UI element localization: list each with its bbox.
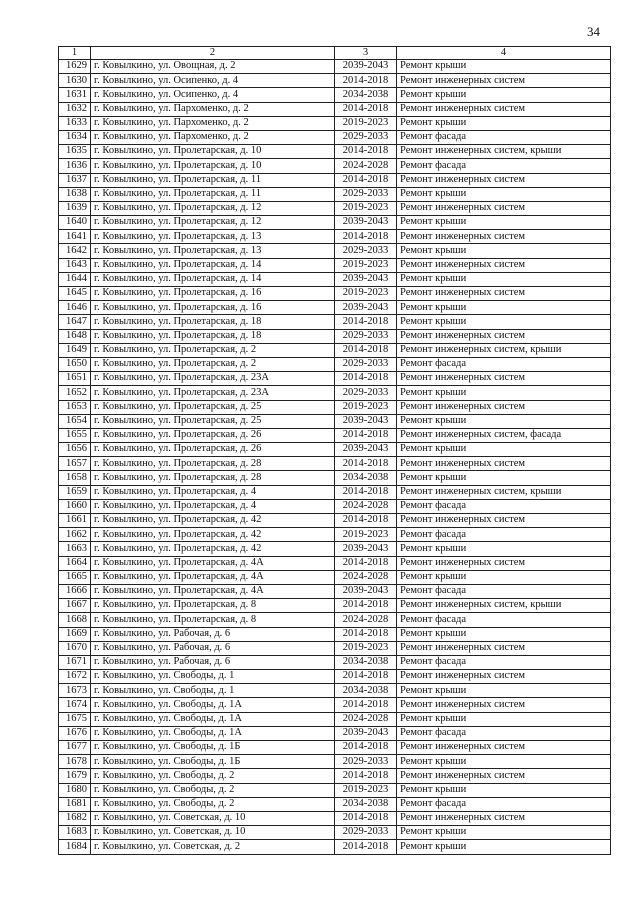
table-row [59,258,611,272]
work-type-cell: Ремонт фасада [397,499,611,513]
work-type-cell: Ремонт крыши [397,826,611,840]
table-row [59,201,611,215]
address-cell: г. Ковылкино, ул. Пролетарская, д. 26 [91,428,335,442]
work-type-cell: Ремонт инженерных систем [397,514,611,528]
period-cell: 2039-2043 [335,542,397,556]
work-type-cell: Ремонт крыши [397,783,611,797]
row-number-cell: 1662 [59,528,91,542]
period-cell: 2019-2023 [335,201,397,215]
period-cell: 2014-2018 [335,599,397,613]
address-cell: г. Ковылкино, ул. Свободы, д. 1 [91,670,335,684]
period-cell: 2024-2028 [335,499,397,513]
header-cell-4: 4 [397,47,611,60]
table-row [59,443,611,457]
period-cell: 2019-2023 [335,116,397,130]
table-row [59,414,611,428]
table-row [59,400,611,414]
period-cell: 2014-2018 [335,514,397,528]
period-cell: 2014-2018 [335,343,397,357]
row-number-cell: 1681 [59,797,91,811]
work-type-cell: Ремонт фасада [397,655,611,669]
period-cell: 2014-2018 [335,372,397,386]
address-cell: г. Ковылкино, ул. Свободы, д. 1А [91,726,335,740]
period-cell: 2029-2033 [335,386,397,400]
work-type-cell: Ремонт крыши [397,443,611,457]
row-number-cell: 1658 [59,471,91,485]
table-row [59,826,611,840]
period-cell: 2024-2028 [335,613,397,627]
row-number-cell: 1652 [59,386,91,400]
address-cell: г. Ковылкино, ул. Пролетарская, д. 4А [91,556,335,570]
work-type-cell: Ремонт фасада [397,130,611,144]
address-cell: г. Ковылкино, ул. Пархоменко, д. 2 [91,102,335,116]
period-cell: 2039-2043 [335,584,397,598]
row-number-cell: 1646 [59,301,91,315]
table-row [59,372,611,386]
period-cell: 2029-2033 [335,244,397,258]
period-cell: 2034-2038 [335,684,397,698]
address-cell: г. Ковылкино, ул. Овощная, д. 2 [91,60,335,74]
work-type-cell: Ремонт инженерных систем [397,670,611,684]
row-number-cell: 1660 [59,499,91,513]
row-number-cell: 1678 [59,755,91,769]
work-type-cell: Ремонт инженерных систем [397,769,611,783]
table-row [59,145,611,159]
table-row [59,216,611,230]
work-type-cell: Ремонт инженерных систем, крыши [397,485,611,499]
row-number-cell: 1675 [59,712,91,726]
table-row [59,840,611,854]
row-number-cell: 1631 [59,88,91,102]
address-cell: г. Ковылкино, ул. Свободы, д. 1А [91,698,335,712]
address-cell: г. Ковылкино, ул. Пролетарская, д. 16 [91,287,335,301]
address-cell: г. Ковылкино, ул. Пролетарская, д. 18 [91,329,335,343]
row-number-cell: 1648 [59,329,91,343]
period-cell: 2019-2023 [335,641,397,655]
table-row [59,514,611,528]
period-cell: 2014-2018 [335,840,397,854]
table-row [59,272,611,286]
row-number-cell: 1639 [59,201,91,215]
work-type-cell: Ремонт инженерных систем [397,400,611,414]
address-cell: г. Ковылкино, ул. Пролетарская, д. 14 [91,258,335,272]
work-type-cell: Ремонт крыши [397,216,611,230]
period-cell: 2029-2033 [335,826,397,840]
address-cell: г. Ковылкино, ул. Советская, д. 10 [91,826,335,840]
table-row [59,698,611,712]
address-cell: г. Ковылкино, ул. Пролетарская, д. 4 [91,485,335,499]
row-number-cell: 1647 [59,315,91,329]
table-row [59,173,611,187]
work-type-cell: Ремонт фасада [397,726,611,740]
work-type-cell: Ремонт инженерных систем [397,698,611,712]
table-row [59,457,611,471]
period-cell: 2014-2018 [335,173,397,187]
period-cell: 2014-2018 [335,428,397,442]
work-type-cell: Ремонт крыши [397,684,611,698]
address-cell: г. Ковылкино, ул. Пролетарская, д. 13 [91,244,335,258]
period-cell: 2039-2043 [335,272,397,286]
table-row [59,755,611,769]
row-number-cell: 1637 [59,173,91,187]
work-type-cell: Ремонт фасада [397,797,611,811]
address-cell: г. Ковылкино, ул. Пролетарская, д. 42 [91,528,335,542]
table-row [59,102,611,116]
table-row [59,471,611,485]
table-row [59,556,611,570]
address-cell: г. Ковылкино, ул. Пролетарская, д. 28 [91,457,335,471]
work-type-cell: Ремонт крыши [397,301,611,315]
table-row [59,741,611,755]
table-row [59,485,611,499]
table-row [59,60,611,74]
work-type-cell: Ремонт крыши [397,542,611,556]
address-cell: г. Ковылкино, ул. Свободы, д. 1Б [91,755,335,769]
work-type-cell: Ремонт фасада [397,528,611,542]
table-row [59,769,611,783]
table-row [59,130,611,144]
row-number-cell: 1640 [59,216,91,230]
table-row [59,74,611,88]
address-cell: г. Ковылкино, ул. Пролетарская, д. 8 [91,599,335,613]
repair-schedule-table [58,46,611,855]
period-cell: 2014-2018 [335,811,397,825]
row-number-cell: 1650 [59,357,91,371]
row-number-cell: 1679 [59,769,91,783]
work-type-cell: Ремонт инженерных систем [397,329,611,343]
table-row [59,159,611,173]
address-cell: г. Ковылкино, ул. Свободы, д. 1Б [91,741,335,755]
header-cell-1: 1 [59,47,91,60]
row-number-cell: 1673 [59,684,91,698]
address-cell: г. Ковылкино, ул. Свободы, д. 2 [91,769,335,783]
period-cell: 2039-2043 [335,216,397,230]
period-cell: 2014-2018 [335,315,397,329]
row-number-cell: 1630 [59,74,91,88]
period-cell: 2029-2033 [335,187,397,201]
table-row [59,684,611,698]
work-type-cell: Ремонт фасада [397,613,611,627]
address-cell: г. Ковылкино, ул. Пролетарская, д. 11 [91,187,335,201]
table-row [59,88,611,102]
row-number-cell: 1676 [59,726,91,740]
period-cell: 2039-2043 [335,443,397,457]
row-number-cell: 1656 [59,443,91,457]
row-number-cell: 1667 [59,599,91,613]
work-type-cell: Ремонт фасада [397,584,611,598]
row-number-cell: 1674 [59,698,91,712]
row-number-cell: 1644 [59,272,91,286]
address-cell: г. Ковылкино, ул. Советская, д. 2 [91,840,335,854]
table-body [59,60,611,855]
row-number-cell: 1665 [59,570,91,584]
address-cell: г. Ковылкино, ул. Пролетарская, д. 14 [91,272,335,286]
address-cell: г. Ковылкино, ул. Пролетарская, д. 10 [91,159,335,173]
work-type-cell: Ремонт крыши [397,60,611,74]
table-row [59,627,611,641]
row-number-cell: 1635 [59,145,91,159]
work-type-cell: Ремонт инженерных систем [397,287,611,301]
row-number-cell: 1649 [59,343,91,357]
address-cell: г. Ковылкино, ул. Пролетарская, д. 4 [91,499,335,513]
address-cell: г. Ковылкино, ул. Пролетарская, д. 11 [91,173,335,187]
address-cell: г. Ковылкино, ул. Пролетарская, д. 2 [91,357,335,371]
period-cell: 2029-2033 [335,755,397,769]
row-number-cell: 1666 [59,584,91,598]
address-cell: г. Ковылкино, ул. Пархоменко, д. 2 [91,116,335,130]
work-type-cell: Ремонт инженерных систем [397,173,611,187]
period-cell: 2019-2023 [335,783,397,797]
address-cell: г. Ковылкино, ул. Пролетарская, д. 25 [91,400,335,414]
period-cell: 2014-2018 [335,741,397,755]
row-number-cell: 1655 [59,428,91,442]
table-row [59,315,611,329]
period-cell: 2034-2038 [335,655,397,669]
table-row [59,116,611,130]
period-cell: 2039-2043 [335,301,397,315]
table-row [59,187,611,201]
period-cell: 2024-2028 [335,712,397,726]
period-cell: 2014-2018 [335,102,397,116]
row-number-cell: 1642 [59,244,91,258]
table-row [59,287,611,301]
period-cell: 2029-2033 [335,130,397,144]
row-number-cell: 1645 [59,287,91,301]
row-number-cell: 1629 [59,60,91,74]
work-type-cell: Ремонт инженерных систем [397,230,611,244]
period-cell: 2024-2028 [335,570,397,584]
address-cell: г. Ковылкино, ул. Пролетарская, д. 4А [91,584,335,598]
table-row [59,670,611,684]
table-row [59,797,611,811]
row-number-cell: 1668 [59,613,91,627]
row-number-cell: 1654 [59,414,91,428]
row-number-cell: 1657 [59,457,91,471]
work-type-cell: Ремонт инженерных систем [397,102,611,116]
work-type-cell: Ремонт крыши [397,712,611,726]
period-cell: 2014-2018 [335,145,397,159]
address-cell: г. Ковылкино, ул. Рабочая, д. 6 [91,627,335,641]
period-cell: 2014-2018 [335,74,397,88]
work-type-cell: Ремонт инженерных систем [397,641,611,655]
period-cell: 2014-2018 [335,230,397,244]
work-type-cell: Ремонт крыши [397,755,611,769]
address-cell: г. Ковылкино, ул. Пархоменко, д. 2 [91,130,335,144]
table-row [59,343,611,357]
table-row [59,329,611,343]
row-number-cell: 1641 [59,230,91,244]
header-cell-3: 3 [335,47,397,60]
row-number-cell: 1633 [59,116,91,130]
period-cell: 2014-2018 [335,670,397,684]
row-number-cell: 1643 [59,258,91,272]
period-cell: 2019-2023 [335,528,397,542]
table-row [59,301,611,315]
address-cell: г. Ковылкино, ул. Пролетарская, д. 26 [91,443,335,457]
work-type-cell: Ремонт инженерных систем, крыши [397,599,611,613]
table-row [59,386,611,400]
address-cell: г. Ковылкино, ул. Свободы, д. 2 [91,797,335,811]
table-row [59,712,611,726]
period-cell: 2019-2023 [335,400,397,414]
work-type-cell: Ремонт крыши [397,88,611,102]
table-row [59,428,611,442]
period-cell: 2039-2043 [335,414,397,428]
work-type-cell: Ремонт инженерных систем [397,258,611,272]
row-number-cell: 1634 [59,130,91,144]
work-type-cell: Ремонт инженерных систем [397,811,611,825]
table-row [59,599,611,613]
row-number-cell: 1683 [59,826,91,840]
work-type-cell: Ремонт инженерных систем [397,556,611,570]
address-cell: г. Ковылкино, ул. Советская, д. 10 [91,811,335,825]
address-cell: г. Ковылкино, ул. Рабочая, д. 6 [91,655,335,669]
period-cell: 2029-2033 [335,357,397,371]
row-number-cell: 1638 [59,187,91,201]
address-cell: г. Ковылкино, ул. Рабочая, д. 6 [91,641,335,655]
row-number-cell: 1636 [59,159,91,173]
table-row [59,584,611,598]
work-type-cell: Ремонт инженерных систем [397,741,611,755]
table-row [59,655,611,669]
row-number-cell: 1663 [59,542,91,556]
table-row [59,230,611,244]
period-cell: 2034-2038 [335,797,397,811]
work-type-cell: Ремонт крыши [397,414,611,428]
work-type-cell: Ремонт фасада [397,159,611,173]
work-type-cell: Ремонт крыши [397,471,611,485]
header-row [59,47,611,60]
period-cell: 2039-2043 [335,726,397,740]
address-cell: г. Ковылкино, ул. Пролетарская, д. 4А [91,570,335,584]
address-cell: г. Ковылкино, ул. Осипенко, д. 4 [91,88,335,102]
row-number-cell: 1669 [59,627,91,641]
address-cell: г. Ковылкино, ул. Пролетарская, д. 18 [91,315,335,329]
page-number: 34 [587,24,600,39]
table-row [59,613,611,627]
address-cell: г. Ковылкино, ул. Пролетарская, д. 8 [91,613,335,627]
work-type-cell: Ремонт крыши [397,187,611,201]
address-cell: г. Ковылкино, ул. Пролетарская, д. 2 [91,343,335,357]
period-cell: 2024-2028 [335,159,397,173]
work-type-cell: Ремонт инженерных систем, фасада [397,428,611,442]
address-cell: г. Ковылкино, ул. Пролетарская, д. 12 [91,201,335,215]
address-cell: г. Ковылкино, ул. Пролетарская, д. 42 [91,514,335,528]
table-header [59,47,611,60]
row-number-cell: 1677 [59,741,91,755]
work-type-cell: Ремонт крыши [397,627,611,641]
work-type-cell: Ремонт крыши [397,570,611,584]
table-row [59,641,611,655]
work-type-cell: Ремонт инженерных систем [397,74,611,88]
row-number-cell: 1664 [59,556,91,570]
period-cell: 2039-2043 [335,60,397,74]
table-row [59,726,611,740]
period-cell: 2014-2018 [335,627,397,641]
table-row [59,499,611,513]
address-cell: г. Ковылкино, ул. Свободы, д. 2 [91,783,335,797]
address-cell: г. Ковылкино, ул. Пролетарская, д. 23А [91,386,335,400]
row-number-cell: 1659 [59,485,91,499]
address-cell: г. Ковылкино, ул. Пролетарская, д. 16 [91,301,335,315]
table-row [59,811,611,825]
period-cell: 2019-2023 [335,258,397,272]
period-cell: 2014-2018 [335,769,397,783]
table-row [59,357,611,371]
period-cell: 2014-2018 [335,698,397,712]
address-cell: г. Ковылкино, ул. Свободы, д. 1 [91,684,335,698]
row-number-cell: 1651 [59,372,91,386]
address-cell: г. Ковылкино, ул. Пролетарская, д. 10 [91,145,335,159]
period-cell: 2034-2038 [335,471,397,485]
header-cell-2: 2 [91,47,335,60]
address-cell: г. Ковылкино, ул. Пролетарская, д. 12 [91,216,335,230]
work-type-cell: Ремонт крыши [397,116,611,130]
work-type-cell: Ремонт крыши [397,386,611,400]
address-cell: г. Ковылкино, ул. Пролетарская, д. 42 [91,542,335,556]
row-number-cell: 1670 [59,641,91,655]
work-type-cell: Ремонт инженерных систем [397,457,611,471]
row-number-cell: 1632 [59,102,91,116]
row-number-cell: 1682 [59,811,91,825]
period-cell: 2014-2018 [335,556,397,570]
work-type-cell: Ремонт фасада [397,357,611,371]
row-number-cell: 1661 [59,514,91,528]
work-type-cell: Ремонт крыши [397,840,611,854]
address-cell: г. Ковылкино, ул. Свободы, д. 1А [91,712,335,726]
period-cell: 2014-2018 [335,485,397,499]
period-cell: 2029-2033 [335,329,397,343]
table-row [59,570,611,584]
table-row [59,244,611,258]
row-number-cell: 1680 [59,783,91,797]
work-type-cell: Ремонт крыши [397,315,611,329]
address-cell: г. Ковылкино, ул. Пролетарская, д. 23А [91,372,335,386]
row-number-cell: 1653 [59,400,91,414]
table-row [59,528,611,542]
address-cell: г. Ковылкино, ул. Пролетарская, д. 13 [91,230,335,244]
work-type-cell: Ремонт крыши [397,272,611,286]
row-number-cell: 1671 [59,655,91,669]
work-type-cell: Ремонт инженерных систем [397,201,611,215]
work-type-cell: Ремонт инженерных систем, крыши [397,145,611,159]
period-cell: 2014-2018 [335,457,397,471]
work-type-cell: Ремонт инженерных систем [397,372,611,386]
table-row [59,542,611,556]
address-cell: г. Ковылкино, ул. Осипенко, д. 4 [91,74,335,88]
work-type-cell: Ремонт крыши [397,244,611,258]
row-number-cell: 1672 [59,670,91,684]
work-type-cell: Ремонт инженерных систем, крыши [397,343,611,357]
period-cell: 2034-2038 [335,88,397,102]
address-cell: г. Ковылкино, ул. Пролетарская, д. 28 [91,471,335,485]
address-cell: г. Ковылкино, ул. Пролетарская, д. 25 [91,414,335,428]
table-row [59,783,611,797]
period-cell: 2019-2023 [335,287,397,301]
row-number-cell: 1684 [59,840,91,854]
